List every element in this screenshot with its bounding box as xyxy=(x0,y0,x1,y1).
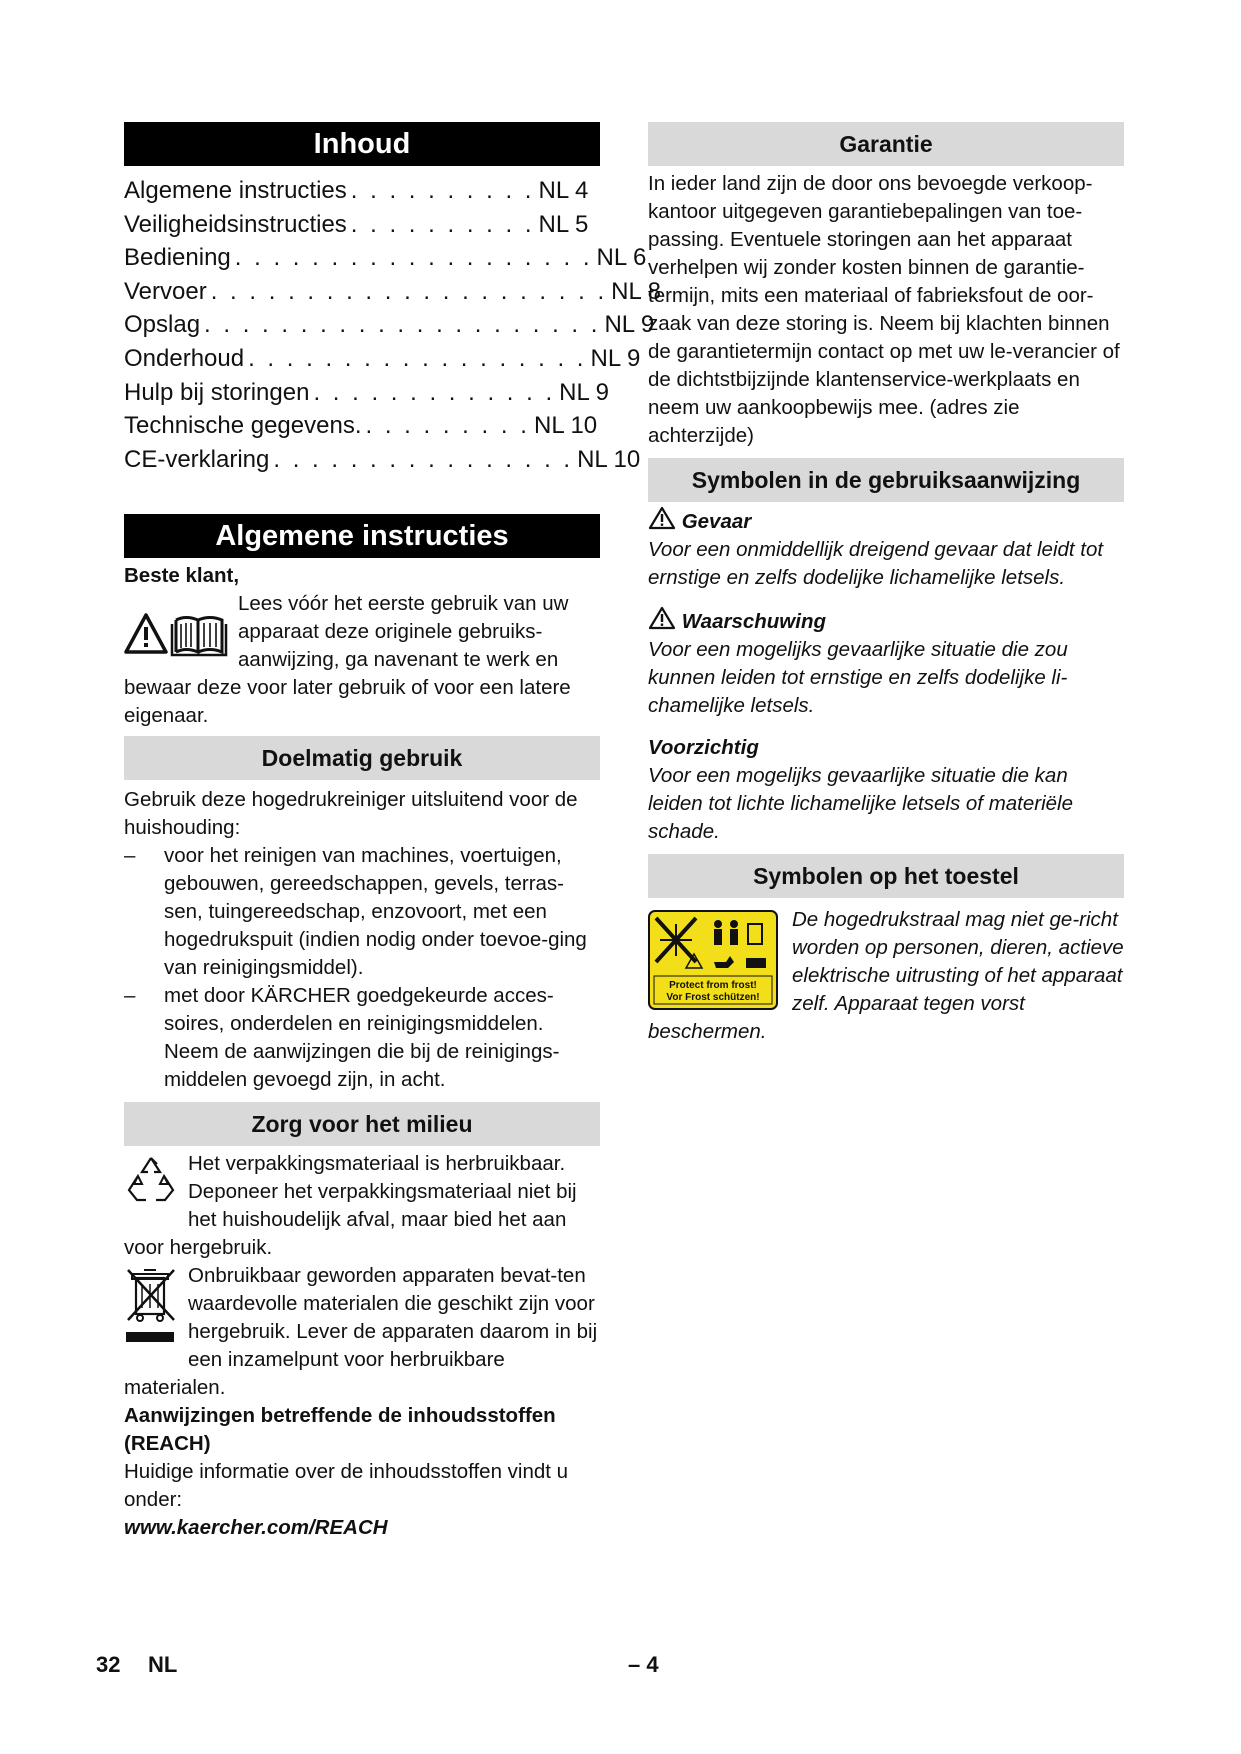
general-instructions-heading: Algemene instructies xyxy=(124,514,600,558)
danger-label: Gevaar xyxy=(681,510,752,533)
danger-text: Voor een onmiddellijk dreigend gevaar dat leidt tot ernstige en zelfs dodelijke lichamelijke letsels. xyxy=(648,538,1104,589)
intended-use-heading: Doelmatig gebruik xyxy=(124,736,600,780)
toc-row[interactable] xyxy=(124,241,647,275)
toc-leader-dots: . . . . . . . . . . . . . xyxy=(313,378,556,406)
toc-page: NL 6 xyxy=(596,244,647,272)
toc-row[interactable] xyxy=(124,443,641,477)
toc-leader-dots: . . . . . . . . . . xyxy=(350,177,535,204)
symbols-device-heading: Symbolen op het toestel xyxy=(648,854,1124,898)
caution-text: Voor een mogelijks gevaarlijke situatie die kan leiden tot lichte lichamelijke letsels of materiële schade. xyxy=(648,764,1074,843)
recycle-text: Het verpakkingsmateriaal is herbruikbaar. Deponeer het verpakkingsmateriaal niet bij het huishoudelijk afval, maar bied het aan voor hergebruik. xyxy=(124,1152,577,1260)
right-column xyxy=(648,122,1124,1046)
toc-leader-dots: . . . . . . . . . . . . . . . . . . . . . xyxy=(210,277,608,305)
warranty-heading: Garantie xyxy=(648,122,1124,166)
toc-row[interactable] xyxy=(124,409,600,443)
warning-triangle-icon xyxy=(648,510,682,533)
toc-page: NL 10 xyxy=(534,412,598,440)
warranty-text: In ieder land zijn de door ons bevoegde verkoop-kantoor uitgegeven garantiebepalingen van toe-passing. Eventuele storingen aan het apparaat verhelpen wij zonder kosten binnen de garantie-termijn, mits een materiaal of fabrieksfout de oor-zaak van deze storing is. Neem bij klachten binnen de garantietermijn contact op met uw le-verancier of de dichtstbijzijnde klantenservice-werkplaats en neem uw aankoopbewijs mee. (adres zie achterzijde) xyxy=(648,172,1120,447)
environment-heading: Zorg voor het milieu xyxy=(124,1102,600,1146)
toc-title: Algemene instructies xyxy=(124,177,347,204)
toc-leader-dots: . . . . . . . . . . xyxy=(350,210,535,238)
reach-heading: Aanwijzingen betreffende de inhoudsstoffen (REACH) xyxy=(124,1404,556,1456)
intended-use-intro: Gebruik deze hogedrukreiniger uitsluitend voor de huishouding: xyxy=(124,788,578,840)
toc-title: Vervoer xyxy=(124,277,207,305)
toc-page: NL 5 xyxy=(538,210,589,238)
toc-row[interactable] xyxy=(124,308,655,342)
toc-leader-dots: . . . . . . . . . . . . . . . . . . . . . xyxy=(204,311,601,339)
table-of-contents xyxy=(124,174,661,476)
sub-page-number: – 4 xyxy=(628,1652,659,1677)
toc-row[interactable] xyxy=(124,275,661,309)
crossed-bin-icon xyxy=(124,1266,178,1354)
toc-row[interactable] xyxy=(124,174,600,208)
toc-title: Onderhoud xyxy=(124,344,245,372)
toc-leader-dots: . . . . . . . . . . . . . . . . . . . xyxy=(234,244,593,272)
symbols-manual-heading: Symbolen in de gebruiksaanwijzing xyxy=(648,458,1124,502)
warning-triangle-icon xyxy=(648,610,682,633)
toc-page: NL 4 xyxy=(538,177,589,204)
toc-page: NL 9 xyxy=(559,378,609,406)
warning-label-row xyxy=(648,606,1124,636)
page-number: 32 xyxy=(96,1652,121,1677)
reach-text: Huidige informatie over de inhoudsstoffen vindt u onder: xyxy=(124,1460,569,1512)
language-code: NL xyxy=(148,1652,178,1677)
list-item: – voor het reinigen van machines, voertuigen, gebouwen, gereedschappen, gevels, terras-sen, tuingereedschap, enzovoort, met een hogedrukspuit (indien nodig onder toevoe-ging van reinigingsmiddel). xyxy=(124,842,600,982)
device-symbol-text: De hogedrukstraal mag niet ge-richt worden op personen, dieren, actieve elektrische uitrusting of het apparaat zelf. Apparaat tegen vorst beschermen. xyxy=(648,908,1124,1043)
recycle-icon xyxy=(124,1154,178,1212)
toc-title: Technische gegevens. xyxy=(124,412,362,440)
warning-text: Voor een mogelijks gevaarlijke situatie die zou kunnen leiden tot ernstige en zelfs dodelijke li-chamelijke letsels. xyxy=(648,638,1068,717)
toc-title: Veiligheidsinstructies xyxy=(124,210,347,238)
caution-label: Voorzichtig xyxy=(648,736,759,759)
list-item: – met door KÄRCHER goedgekeurde acces-soires, onderdelen en reinigingsmiddelen. Neem de aanwijzingen die bij de reinigings-middelen gevoegd zijn, in acht. xyxy=(124,982,600,1094)
toc-title: Bediening xyxy=(124,244,231,272)
toc-row[interactable] xyxy=(124,376,609,410)
toc-page: NL 9 xyxy=(590,344,641,372)
warning-label: Waarschuwing xyxy=(681,610,826,633)
toc-title: Opslag xyxy=(124,311,201,339)
toc-page: NL 9 xyxy=(604,311,655,339)
dear-customer: Beste klant, xyxy=(124,564,240,588)
toc-row[interactable] xyxy=(124,208,600,242)
intended-use-item-1: voor het reinigen van machines, voertuigen, gebouwen, gereedschappen, gevels, terras-sen, tuingereedschap, enzovoort, met een hogedrukspuit (indien nodig onder toevoe-ging van reinigingsmiddel). xyxy=(164,844,587,980)
toc-page: NL 8 xyxy=(611,277,661,305)
toc-leader-dots: . . . . . . . . . . . . . . . . xyxy=(273,445,574,473)
toc-title: Hulp bij storingen xyxy=(124,378,310,406)
device-warning-sticker xyxy=(648,910,778,1010)
toc-leader-dots: . . . . . . . . . xyxy=(365,412,530,440)
toc-page: NL 10 xyxy=(577,445,641,473)
warning-manual-icon xyxy=(124,612,228,664)
toc-title: CE-verklaring xyxy=(124,445,270,473)
left-column xyxy=(124,122,661,1542)
danger-label-row xyxy=(648,506,1124,536)
toc-row[interactable] xyxy=(124,342,641,376)
weee-text: Onbruikbaar geworden apparaten bevat-ten waardevolle materialen die geschikt zijn voor hergebruik. Lever de apparaten daarom in bij een inzamelpunt voor herbruikbare materialen. xyxy=(124,1264,598,1400)
sticker-line-2: Vor Frost schützen! xyxy=(666,992,760,1003)
intended-use-item-2: met door KÄRCHER goedgekeurde acces-soires, onderdelen en reinigingsmiddelen. Neem de aanwijzingen die bij de reinigings-middelen gevoegd zijn, in acht. xyxy=(164,984,560,1092)
intro-text: Lees vóór het eerste gebruik van uw apparaat deze originele gebruiks-aanwijzing, ga navenant te werk en bewaar deze voor later gebruik of voor een latere eigenaar. xyxy=(124,592,571,728)
toc-leader-dots: . . . . . . . . . . . . . . . . . . xyxy=(248,344,587,372)
sticker-line-1: Protect from frost! xyxy=(669,980,757,991)
toc-heading: Inhoud xyxy=(124,122,600,166)
reach-link[interactable]: www.kaercher.com/REACH xyxy=(124,1516,388,1540)
